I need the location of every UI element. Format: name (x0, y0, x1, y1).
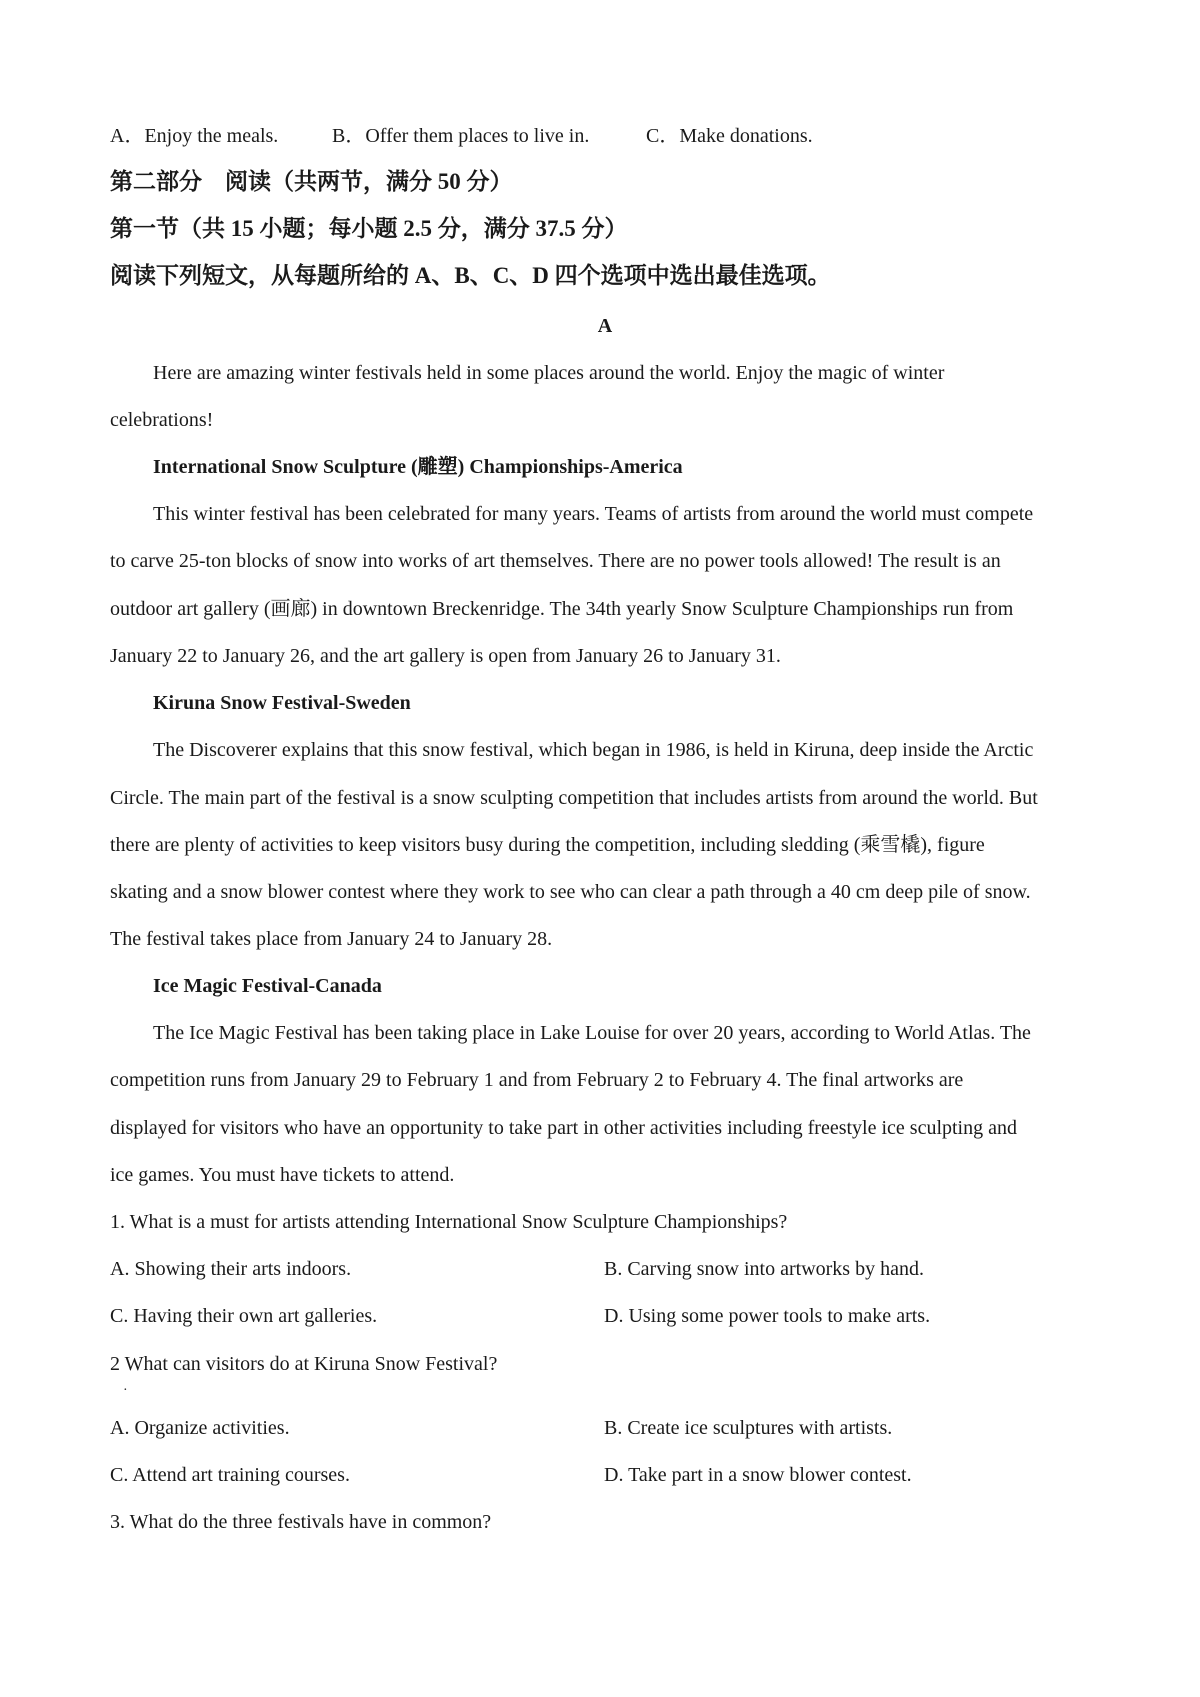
festival-heading: Kiruna Snow Festival-Sweden (153, 692, 411, 714)
q1-option-b: B. Carving snow into artworks by hand. (604, 1258, 924, 1280)
q2-option-a: A. Organize activities. (110, 1417, 290, 1439)
paragraph-line: The Discoverer explains that this snow festival, which began in 1986, is held in Kiruna, deep inside the Arctic (153, 739, 1034, 761)
q1-option-a: A. Showing their arts indoors. (110, 1258, 352, 1280)
paragraph-line: January 22 to January 26, and the art gallery is open from January 26 to January 31. (110, 645, 781, 667)
paragraph-line: The festival takes place from January 24 to January 28. (110, 928, 553, 950)
paragraph-line: displayed for visitors who have an opportunity to take part in other activities including freestyle ice sculpting and (110, 1117, 1017, 1139)
q2-option-c: C. Attend art training courses. (110, 1464, 350, 1486)
question-2: 2 What can visitors do at Kiruna Snow Festival? (110, 1353, 498, 1375)
paragraph-line: there are plenty of activities to keep visitors busy during the competition, including sledding (乘雪橇), figure (110, 834, 985, 856)
paragraph-line: ice games. You must have tickets to attend. (110, 1164, 455, 1186)
option-c: C．Make donations. (646, 125, 813, 147)
intro-line: celebrations! (110, 409, 214, 431)
festival-heading: Ice Magic Festival-Canada (153, 975, 382, 997)
paragraph-line: The Ice Magic Festival has been taking place in Lake Louise for over 20 years, according to World Atlas. The (153, 1022, 1031, 1044)
festival-heading: International Snow Sculpture (雕塑) Championships-America (153, 456, 683, 478)
q2-option-d: D. Take part in a snow blower contest. (604, 1464, 912, 1486)
prev-question-options (110, 124, 813, 148)
stray-dot: · (123, 1383, 128, 1398)
paragraph-line: to carve 25-ton blocks of snow into works of art themselves. There are no power tools allowed! The result is an (110, 550, 1001, 572)
passage-label: A (597, 315, 613, 337)
question-1: 1. What is a must for artists attending International Snow Sculpture Championships? (110, 1211, 788, 1233)
paragraph-line: competition runs from January 29 to February 1 and from February 2 to February 4. The final artworks are (110, 1069, 964, 1091)
paragraph-line: outdoor art gallery (画廊) in downtown Breckenridge. The 34th yearly Snow Sculpture Championships run from (110, 598, 1014, 620)
paragraph-line: skating and a snow blower contest where they work to see who can clear a path through a 40 cm deep pile of snow. (110, 881, 1031, 903)
section-subtitle: 第一节（共 15 小题；每小题 2.5 分，满分 37.5 分） (110, 216, 628, 241)
q2-option-b: B. Create ice sculptures with artists. (604, 1417, 893, 1439)
question-3: 3. What do the three festivals have in common? (110, 1511, 492, 1533)
q1-option-d: D. Using some power tools to make arts. (604, 1305, 931, 1327)
intro-line: Here are amazing winter festivals held in some places around the world. Enjoy the magic of winter (153, 362, 945, 384)
paragraph-line: This winter festival has been celebrated for many years. Teams of artists from around the world must compete (153, 503, 1034, 525)
option-b: B．Offer them places to live in. (332, 125, 590, 147)
q1-option-c: C. Having their own art galleries. (110, 1305, 378, 1327)
instruction: 阅读下列短文，从每题所给的 A、B、C、D 四个选项中选出最佳选项。 (110, 263, 831, 288)
option-a: A．Enjoy the meals. (110, 125, 279, 147)
paragraph-line: Circle. The main part of the festival is a snow sculpting competition that includes artists from around the world. But (110, 787, 1038, 809)
part-title: 第二部分 阅读（共两节，满分 50 分） (110, 169, 513, 194)
